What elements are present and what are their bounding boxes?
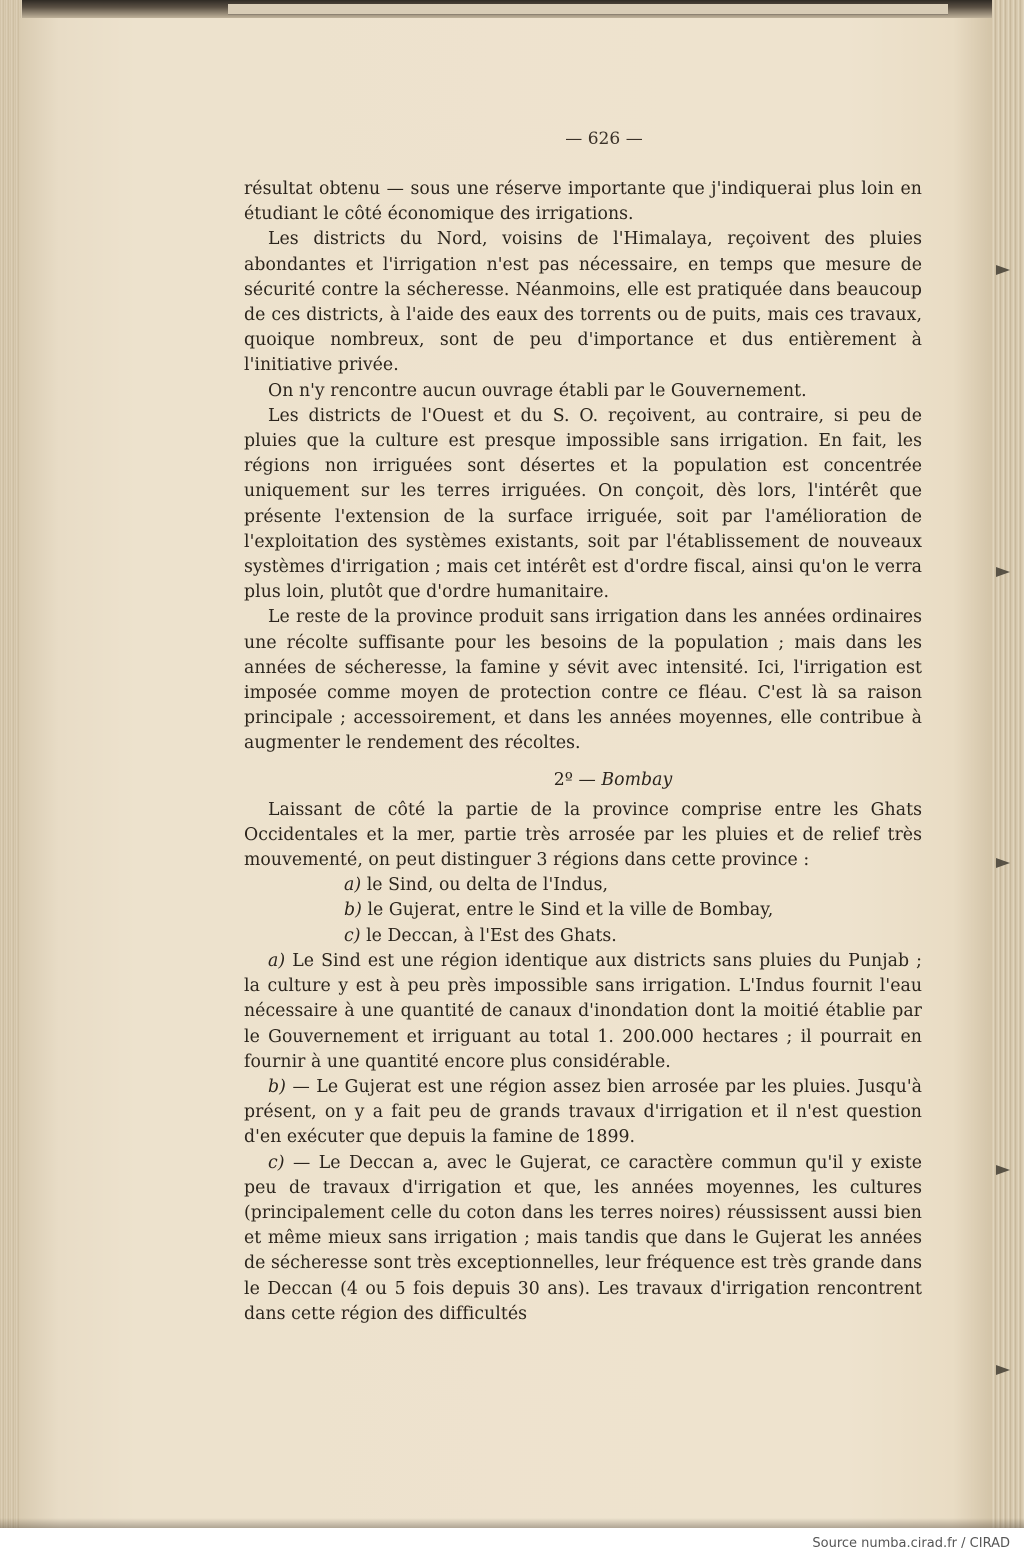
left-page-edges [0,0,22,1528]
right-page-edges [992,0,1024,1528]
section-heading [244,768,922,793]
section-number: 2º — [553,769,596,790]
paragraph: Le reste de la province produit sans irrigation dans les années ordinaires une récolte suffisante pour les besoins de la population ; mais dans les années de sécheresse, la famine y sévit avec intensité. Ici, l'irrigation est imposée comme moyen de protection contre ce fléau. C'est là sa raison principale ; accessoirement, et dans les années moyennes, elle contribue à augmenter le rendement des récoltes. [244,607,922,754]
list-item [244,898,922,923]
list-item [244,924,922,949]
section-name: Bombay [601,769,673,790]
bottom-shadow [0,1518,1024,1528]
paragraph-letter: c) [268,1152,285,1173]
page-number: — 626 — [565,129,643,149]
source-credit: Source numba.cirad.fr / CIRAD [812,1536,1010,1551]
page-text-block [244,130,922,1327]
list-item-text: le Sind, ou delta de l'Indus, [366,875,609,896]
paragraph-text: — Le Gujerat est une région assez bien arrosée par les pluies. Jusqu'à présent, on y a fait peu de grands travaux d'irrigation et il n'est question d'en exécuter que depuis la famine de 1899. [244,1076,922,1148]
list-item-text: le Gujerat, entre le Sind et la ville de Bombay, [367,900,774,921]
list-item [244,873,922,898]
paragraph: Les districts de l'Ouest et du S. O. reçoivent, au contraire, si peu de pluies que la culture est presque impossible sans irrigation. En fait, les régions non irriguées sont désertes et la population est concentrée uniquement sur les terres irriguées. On conçoit, dès lors, l'intérêt que présente l'extension de la surface irriguée, soit par l'amélioration de l'exploitation des systèmes existants, soit par l'établissement de nouveaux systèmes d'irrigation ; mais cet intérêt est d'ordre fiscal, ainsi qu'on le verra plus loin, plutôt que d'ordre humanitaire. [244,405,922,603]
paragraph-text: — Le Deccan a, avec le Gujerat, ce caractère commun qu'il y existe peu de travaux d'irrigation et que, les années moyennes, les cultures (principalement celle du coton dans les terres noires) réussissent aussi bien et même mieux sans irrigation ; mais tandis que dans le Gujerat les années de sécheresse sont très exceptionnelles, leur fréquence est très grande dans le Deccan (4 ou 5 fois depuis 30 ans). Les travaux d'irrigation rencontrent dans cette région des difficultés [244,1152,922,1324]
list-item-letter: b) [344,900,362,921]
paragraph [244,1151,922,1327]
paragraph: On n'y rencontre aucun ouvrage établi par le Gouvernement. [268,380,807,401]
paragraph [244,1075,922,1151]
paragraph: Les districts du Nord, voisins de l'Himalaya, reçoivent des pluies abondantes et l'irrigation n'est pas nécessaire, en temps que mesure de sécurité contre la sécheresse. Néanmoins, elle est pratiquée dans beaucoup de ces districts, à l'aide des eaux des torrents ou de puits, mais ces travaux, quoique nombreux, sont de peu d'importance et dus entièrement à l'initiative privée. [244,229,922,376]
paragraph [244,949,922,1075]
paragraph-text: Le Sind est une région identique aux districts sans pluies du Punjab ; la culture y est à peu près impossible sans irrigation. L'Indus fournit l'eau nécessaire à une quantité de canaux d'inondation dont la moitié établie par le Gouvernement et irriguant au total 1. 200.000 hectares ; il pourrait en fournir à une quantité encore plus considérable. [244,950,922,1072]
list-item-letter: a) [344,875,362,896]
previous-page-edge [228,4,948,15]
paragraph: résultat obtenu — sous une réserve importante que j'indiquerai plus loin en étudiant le côté économique des irrigations. [244,179,922,225]
paragraph-letter: a) [268,950,286,971]
paragraph: Laissant de côté la partie de la province comprise entre les Ghats Occidentales et la mer, partie très arrosée par les pluies et de relief très mouvementé, on peut distinguer 3 régions dans cette province : [244,799,922,871]
list-item-text: le Deccan, à l'Est des Ghats. [366,925,617,946]
list-item-letter: c) [344,925,361,946]
regions-list [244,873,922,949]
paragraph-letter: b) [268,1076,286,1097]
